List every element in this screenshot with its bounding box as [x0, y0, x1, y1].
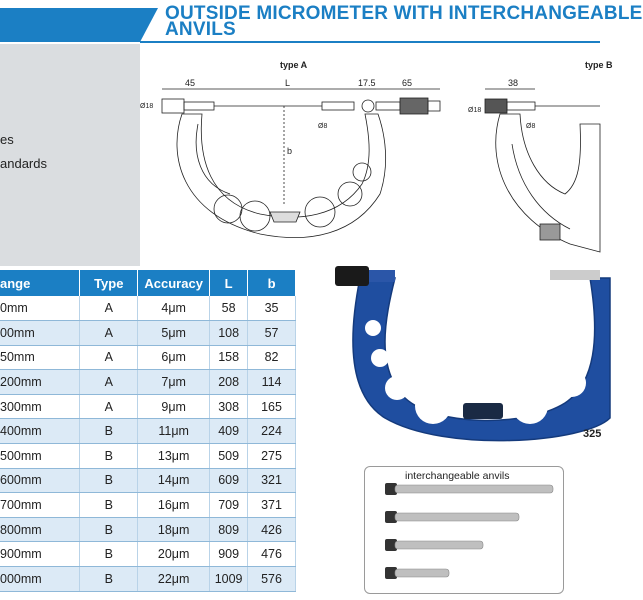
table-row [0, 517, 296, 542]
feature-line-1: es [0, 132, 14, 147]
cell-type: A [80, 321, 138, 346]
cell-accuracy: 9μm [138, 394, 210, 419]
cell-range: 900mm [0, 542, 80, 567]
cell-type: B [80, 567, 138, 592]
cell-accuracy: 18μm [138, 517, 210, 542]
cell-b: 82 [248, 345, 296, 370]
table-header-row [0, 270, 296, 296]
dim-38: 38 [508, 78, 519, 88]
cell-accuracy: 14μm [138, 468, 210, 493]
table-row [0, 493, 296, 518]
table-row [0, 296, 296, 321]
cell-range: 300mm [0, 394, 80, 419]
dim-dia8-a: Ø8 [318, 123, 328, 130]
title-rule [140, 41, 600, 43]
cell-b: 576 [248, 567, 296, 592]
cell-type: B [80, 468, 138, 493]
cell-range: 200mm [0, 370, 80, 395]
cell-accuracy: 7μm [138, 370, 210, 395]
feature-panel [0, 44, 140, 266]
type-b-label: type B [585, 60, 613, 70]
model-number: 325 [583, 428, 602, 440]
dim-dia18-b: Ø18 [468, 107, 482, 114]
cell-b: 321 [248, 468, 296, 493]
table-row [0, 468, 296, 493]
cell-L: 1009 [210, 567, 248, 592]
cell-b: 165 [248, 394, 296, 419]
cell-range: 00mm [0, 321, 80, 346]
cell-accuracy: 11μm [138, 419, 210, 444]
cell-range: 0mm [0, 296, 80, 321]
cell-type: B [80, 493, 138, 518]
header-tab [0, 8, 140, 42]
cell-accuracy: 22μm [138, 567, 210, 592]
cell-b: 476 [248, 542, 296, 567]
dim-b: b [287, 146, 293, 156]
cell-type: B [80, 517, 138, 542]
cell-type: B [80, 542, 138, 567]
cell-type: A [80, 370, 138, 395]
cell-b: 57 [248, 321, 296, 346]
cell-L: 308 [210, 394, 248, 419]
table-row [0, 542, 296, 567]
cell-accuracy: 13μm [138, 444, 210, 469]
cell-L: 108 [210, 321, 248, 346]
table-row [0, 444, 296, 469]
cell-b: 426 [248, 517, 296, 542]
cell-type: A [80, 296, 138, 321]
cell-L: 158 [210, 345, 248, 370]
cell-accuracy: 20μm [138, 542, 210, 567]
anvils-box [364, 466, 564, 594]
cell-b: 35 [248, 296, 296, 321]
dim-L: L [285, 78, 291, 88]
title-line-1: OUTSIDE MICROMETER WITH INTERCHANGEABLE [165, 3, 643, 24]
spec-table [0, 270, 296, 592]
cell-L: 409 [210, 419, 248, 444]
anvils-label: interchangeable anvils [405, 470, 510, 482]
col-b: b [248, 270, 296, 296]
cell-range: 600mm [0, 468, 80, 493]
cell-L: 809 [210, 517, 248, 542]
title-line-2: ANVILS [165, 19, 236, 40]
table-row [0, 321, 296, 346]
cell-b: 371 [248, 493, 296, 518]
type-a-label: type A [280, 60, 308, 70]
col-accuracy: Accuracy [138, 270, 210, 296]
cell-accuracy: 4μm [138, 296, 210, 321]
col-L: L [210, 270, 248, 296]
cell-range: 800mm [0, 517, 80, 542]
cell-range: 000mm [0, 567, 80, 592]
technical-drawing [140, 44, 613, 266]
cell-accuracy: 6μm [138, 345, 210, 370]
cell-range: 700mm [0, 493, 80, 518]
cell-type: A [80, 394, 138, 419]
table-row [0, 345, 296, 370]
dim-65: 65 [402, 78, 413, 88]
cell-L: 909 [210, 542, 248, 567]
cell-range: 500mm [0, 444, 80, 469]
anvils-illustration [365, 467, 565, 595]
cell-type: A [80, 345, 138, 370]
page-title [165, 3, 643, 40]
cell-range: 50mm [0, 345, 80, 370]
cell-L: 709 [210, 493, 248, 518]
cell-accuracy: 16μm [138, 493, 210, 518]
cell-L: 208 [210, 370, 248, 395]
dim-dia8-b: Ø8 [526, 123, 536, 130]
cell-accuracy: 5μm [138, 321, 210, 346]
cell-L: 509 [210, 444, 248, 469]
cell-L: 609 [210, 468, 248, 493]
cell-b: 224 [248, 419, 296, 444]
table-row [0, 567, 296, 592]
table-row [0, 419, 296, 444]
feature-line-2: andards [0, 156, 47, 171]
cell-b: 275 [248, 444, 296, 469]
cell-range: 400mm [0, 419, 80, 444]
dim-45: 45 [185, 78, 196, 88]
cell-L: 58 [210, 296, 248, 321]
dim-17-5: 17.5 [358, 78, 376, 88]
col-type: Type [80, 270, 138, 296]
cell-b: 114 [248, 370, 296, 395]
cell-type: B [80, 444, 138, 469]
cell-type: B [80, 419, 138, 444]
col-range: ange [0, 270, 80, 296]
micrometer-photo [325, 258, 600, 458]
dim-dia18-a: Ø18 [140, 103, 154, 110]
table-row [0, 370, 296, 395]
table-row [0, 394, 296, 419]
